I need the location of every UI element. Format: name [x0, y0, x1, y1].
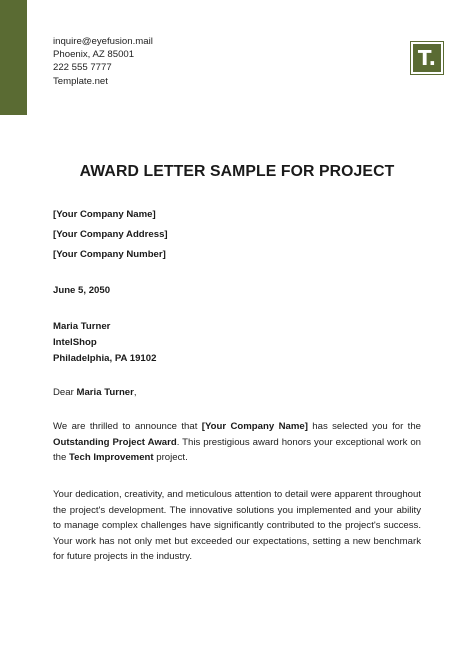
contact-address: Phoenix, AZ 85001 — [53, 49, 135, 61]
p1-part3: . This prestigious award honors your exceptional work on the — [53, 436, 421, 464]
side-accent-bar — [0, 0, 27, 115]
p1-company: [Your Company Name] — [201, 421, 308, 432]
brand-logo-icon — [410, 41, 444, 75]
p1-part1: We are thrilled to announce that — [53, 421, 202, 432]
salutation — [53, 385, 421, 401]
p1-award: Outstanding Project Award — [53, 436, 177, 448]
recipient-company: IntelShop — [53, 337, 97, 348]
salutation-suffix: , — [133, 387, 137, 398]
p1-part2: has selected you for the — [307, 421, 421, 432]
salutation-prefix: Dear — [53, 387, 77, 398]
paragraph-award-announcement — [53, 419, 421, 466]
recipient-name: Maria Turner — [53, 321, 111, 332]
paragraph-dedication: Your dedication, creativity, and meticulous attention to detail were apparent throughout the project's development. The innovative solutions you implemented and your ability to manage complex challenges have significantly contributed to the project's success. Your work has not only met but exceeded our expectations, setting a new benchmark for future projects in the industry. — [53, 489, 421, 563]
recipient-city: Philadelphia, PA 19102 — [53, 353, 157, 364]
contact-email: inquire@eyefusion.mail — [53, 36, 153, 47]
salutation-name: Maria Turner — [76, 387, 134, 398]
contact-phone: 222 555 7777 — [53, 62, 112, 74]
letter-date: June 5, 2050 — [53, 285, 111, 296]
sender-company-number: [Your Company Number] — [53, 249, 166, 260]
contact-website: Template.net — [53, 75, 108, 87]
contact-info — [53, 35, 153, 88]
p1-part4: project. — [153, 452, 188, 464]
p1-project: Tech Improvement — [69, 452, 154, 464]
logo-letter: T. — [417, 46, 437, 70]
sender-company-name: [Your Company Name] — [53, 209, 156, 220]
sender-company-address: [Your Company Address] — [53, 229, 168, 240]
document-title: AWARD LETTER SAMPLE FOR PROJECT — [79, 163, 395, 180]
